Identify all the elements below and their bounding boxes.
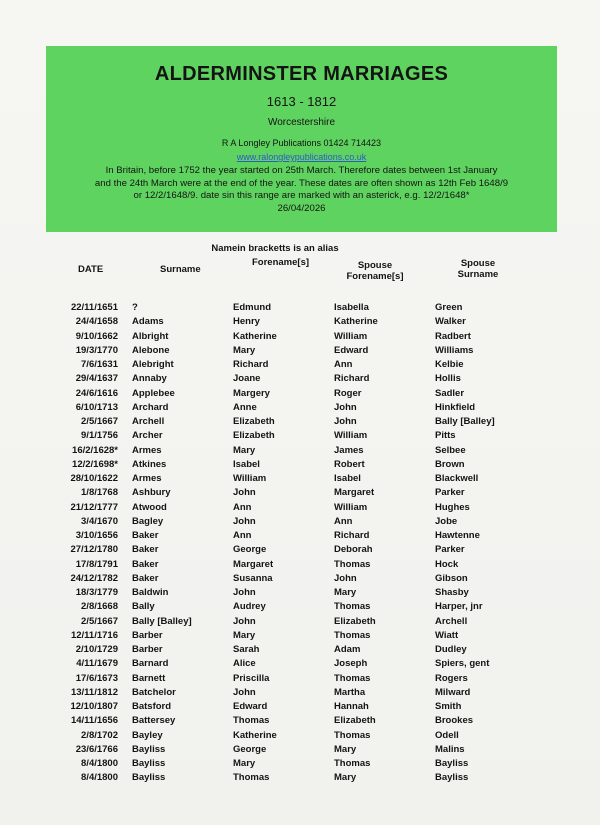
date-cell: 2/8/1668 xyxy=(81,601,118,613)
spouse-surname-cell: Jobe xyxy=(435,515,458,527)
spouse-surname-cell: Hawtenne xyxy=(435,530,480,541)
date-cell: 9/1/1756 xyxy=(81,430,118,442)
website-link[interactable]: www.ralongleypublications.co.uk xyxy=(236,152,367,162)
spouse-surname-cell: Selbee xyxy=(435,444,466,456)
forename-cell: John xyxy=(233,515,256,527)
spouse-forename-cell: Ann xyxy=(334,359,353,370)
surname-cell: Bally xyxy=(132,601,155,613)
surname-cell: Baker xyxy=(132,572,159,584)
forename-cell: Ann xyxy=(233,530,252,541)
table-row xyxy=(0,601,600,615)
header-line: Forename[s] xyxy=(346,271,404,282)
surname-cell: Batsford xyxy=(132,701,172,712)
spouse-surname-cell: Bally [Balley] xyxy=(435,416,495,427)
date-cell: 24/12/1782 xyxy=(70,572,118,584)
date-cell: 12/2/1698* xyxy=(72,458,118,470)
spouse-forename-cell: Isabel xyxy=(334,473,361,484)
spouse-surname-cell: Hinkfield xyxy=(435,401,476,413)
table-row xyxy=(0,772,600,786)
spouse-forename-cell: Thomas xyxy=(334,758,371,769)
surname-cell: Armes xyxy=(132,444,162,456)
table-row xyxy=(0,559,600,573)
table-row xyxy=(0,416,600,430)
date-cell: 24/6/1616 xyxy=(75,387,118,399)
surname-cell: Barnard xyxy=(132,658,169,670)
spouse-surname-cell: Hollis xyxy=(435,373,461,385)
forename-cell: Mary xyxy=(233,629,256,641)
forename-cell: Edward xyxy=(233,701,268,712)
table-row xyxy=(0,516,600,530)
date-cell: 4/11/1679 xyxy=(76,658,118,670)
spouse-surname-cell: Malins xyxy=(435,743,465,755)
date-cell: 8/4/1800 xyxy=(81,758,118,769)
column-header-surname: Surname xyxy=(160,264,201,275)
surname-cell: Baker xyxy=(132,544,159,556)
forename-cell: George xyxy=(233,743,267,755)
spouse-surname-cell: Bayliss xyxy=(435,772,469,784)
forename-cell: Margery xyxy=(233,387,270,399)
forename-cell: Thomas xyxy=(233,715,270,727)
column-header-date: DATE xyxy=(78,264,104,275)
date-cell: 2/5/1667 xyxy=(81,615,118,627)
surname-cell: Bayliss xyxy=(132,743,166,755)
forename-cell: William xyxy=(233,473,267,484)
date-cell: 19/3/1770 xyxy=(75,344,118,356)
spouse-surname-cell: Gibson xyxy=(435,572,468,584)
surname-cell: Atwood xyxy=(132,501,167,513)
surname-cell: Ashbury xyxy=(132,487,171,499)
spouse-forename-cell: William xyxy=(334,330,368,342)
forename-cell: Alice xyxy=(233,658,256,670)
forename-cell: Henry xyxy=(233,316,260,328)
surname-cell: Barber xyxy=(132,644,163,655)
column-header-forename: Forename[s] xyxy=(252,257,310,268)
surname-cell: Bally [Balley] xyxy=(132,615,192,627)
publisher: R A Longley Publications 01424 714423 xyxy=(221,138,382,148)
spouse-surname-cell: Milward xyxy=(435,686,471,698)
date-cell: 16/2/1628* xyxy=(72,444,118,456)
date-cell: 29/4/1637 xyxy=(75,373,118,385)
table-row xyxy=(0,758,600,772)
date-cell: 18/3/1779 xyxy=(75,587,118,598)
table-row xyxy=(0,573,600,587)
document-date: 26/04/2026 xyxy=(277,202,326,214)
table-row xyxy=(0,430,600,444)
spouse-forename-cell: William xyxy=(334,501,368,513)
surname-cell: Atkines xyxy=(132,458,167,470)
spouse-surname-cell: Bayliss xyxy=(435,758,469,769)
spouse-forename-cell: Isabella xyxy=(334,302,369,313)
date-cell: 6/10/1713 xyxy=(75,401,118,413)
table-row xyxy=(0,530,600,544)
spouse-forename-cell: Thomas xyxy=(334,729,371,741)
spouse-forename-cell: Thomas xyxy=(334,558,371,570)
spouse-surname-cell: Shasby xyxy=(435,587,469,598)
forename-cell: John xyxy=(233,686,256,698)
forename-cell: Joane xyxy=(233,373,261,385)
spouse-forename-cell: Katherine xyxy=(334,316,378,328)
spouse-forename-cell: Elizabeth xyxy=(334,715,376,727)
surname-cell: Bayley xyxy=(132,729,163,741)
surname-cell: Battersey xyxy=(132,715,176,727)
spouse-surname-cell: Smith xyxy=(435,701,462,712)
forename-cell: Thomas xyxy=(233,772,270,784)
spouse-forename-cell: Mary xyxy=(334,772,357,784)
surname-cell: ? xyxy=(132,302,138,313)
surname-cell: Archell xyxy=(132,416,165,427)
forename-cell: Sarah xyxy=(233,644,260,655)
surname-cell: Barnett xyxy=(132,672,166,684)
spouse-forename-cell: Adam xyxy=(334,644,361,655)
date-cell: 23/6/1766 xyxy=(75,743,118,755)
title-banner xyxy=(46,46,557,232)
spouse-forename-cell: Roger xyxy=(334,387,362,399)
date-cell: 13/11/1812 xyxy=(70,686,118,698)
table-row xyxy=(0,388,600,402)
surname-cell: Applebee xyxy=(132,387,175,399)
surname-cell: Alebright xyxy=(132,359,174,370)
spouse-surname-cell: Walker xyxy=(435,316,466,328)
spouse-surname-cell: Parker xyxy=(435,544,465,556)
table-row xyxy=(0,502,600,516)
spouse-surname-cell: Green xyxy=(435,302,463,313)
spouse-surname-cell: Blackwell xyxy=(435,473,479,484)
table-row xyxy=(0,658,600,672)
spouse-forename-cell: Edward xyxy=(334,344,369,356)
table-row xyxy=(0,316,600,330)
table-row xyxy=(0,687,600,701)
forename-cell: Audrey xyxy=(233,601,266,613)
table-row xyxy=(0,302,600,316)
table-row xyxy=(0,373,600,387)
county: Worcestershire xyxy=(267,117,336,128)
dating-note xyxy=(60,165,543,215)
spouse-forename-cell: Richard xyxy=(334,373,370,385)
spouse-forename-cell: Mary xyxy=(334,587,357,598)
note-line: and the 24th March were at the end of the year. These dates are often shown as 12th Feb 1648/9 xyxy=(94,177,509,189)
forename-cell: Mary xyxy=(233,344,256,356)
column-header-spouse-forename xyxy=(335,260,415,282)
table-row xyxy=(0,630,600,644)
spouse-surname-cell: Radbert xyxy=(435,330,471,342)
date-cell: 12/10/1807 xyxy=(70,701,118,712)
spouse-surname-cell: Dudley xyxy=(435,644,467,655)
spouse-surname-cell: Pitts xyxy=(435,430,456,442)
spouse-forename-cell: Joseph xyxy=(334,658,368,670)
forename-cell: Isabel xyxy=(233,458,260,470)
forename-cell: Katherine xyxy=(233,729,277,741)
note-line: In Britain, before 1752 the year started on 25th March. Therefore dates between 1st January xyxy=(105,165,498,176)
date-cell: 22/11/1651 xyxy=(70,302,118,313)
surname-cell: Archer xyxy=(132,430,163,442)
forename-cell: John xyxy=(233,487,256,499)
surname-cell: Baker xyxy=(132,558,159,570)
table-row xyxy=(0,616,600,630)
column-header-spouse-surname xyxy=(438,258,518,280)
spouse-forename-cell: John xyxy=(334,401,357,413)
spouse-surname-cell: Hock xyxy=(435,558,459,570)
table-row xyxy=(0,402,600,416)
spouse-forename-cell: Thomas xyxy=(334,601,371,613)
spouse-forename-cell: John xyxy=(334,572,357,584)
spouse-forename-cell: Margaret xyxy=(334,487,375,499)
surname-cell: Annaby xyxy=(132,373,167,385)
date-cell: 14/11/1656 xyxy=(70,715,118,727)
document-title: ALDERMINSTER MARRIAGES xyxy=(154,63,449,85)
surname-cell: Bagley xyxy=(132,515,164,527)
date-cell: 2/10/1729 xyxy=(75,644,118,655)
spouse-surname-cell: Brookes xyxy=(435,715,474,727)
forename-cell: John xyxy=(233,615,256,627)
spouse-forename-cell: Thomas xyxy=(334,672,371,684)
date-cell: 3/4/1670 xyxy=(81,515,118,527)
surname-cell: Baker xyxy=(132,530,159,541)
table-row xyxy=(0,587,600,601)
forename-cell: Susanna xyxy=(233,572,273,584)
spouse-surname-cell: Kelbie xyxy=(435,359,464,370)
date-cell: 1/8/1768 xyxy=(81,487,118,499)
forename-cell: Katherine xyxy=(233,330,277,342)
table-row xyxy=(0,487,600,501)
spouse-forename-cell: William xyxy=(334,430,368,442)
forename-cell: Mary xyxy=(233,758,256,769)
forename-cell: Richard xyxy=(233,359,269,370)
table-row xyxy=(0,473,600,487)
surname-cell: Armes xyxy=(132,473,162,484)
forename-cell: Edmund xyxy=(233,302,271,313)
date-cell: 21/12/1777 xyxy=(70,501,118,513)
surname-cell: Alebone xyxy=(132,344,170,356)
alias-note: Namein bracketts is an alias xyxy=(211,243,339,254)
year-range: 1613 - 1812 xyxy=(266,94,337,109)
table-row xyxy=(0,644,600,658)
table-row xyxy=(0,544,600,558)
forename-cell: Ann xyxy=(233,501,252,513)
note-line: or 12/2/1648/9. date sin this range are marked with an asterick, e.g. 12/2/1648* xyxy=(133,190,470,201)
spouse-forename-cell: Hannah xyxy=(334,701,369,712)
spouse-surname-cell: Harper, jnr xyxy=(435,601,483,613)
spouse-forename-cell: Robert xyxy=(334,458,365,470)
table-row xyxy=(0,331,600,345)
table-row xyxy=(0,701,600,715)
table-row xyxy=(0,715,600,729)
date-cell: 2/8/1702 xyxy=(81,729,118,741)
surname-cell: Archard xyxy=(132,401,169,413)
forename-cell: John xyxy=(233,587,256,598)
forename-cell: Priscilla xyxy=(233,672,270,684)
spouse-forename-cell: Thomas xyxy=(334,629,371,641)
spouse-forename-cell: Elizabeth xyxy=(334,615,376,627)
spouse-surname-cell: Rogers xyxy=(435,672,468,684)
forename-cell: Elizabeth xyxy=(233,416,275,427)
spouse-surname-cell: Brown xyxy=(435,458,465,470)
spouse-forename-cell: Deborah xyxy=(334,544,373,556)
date-cell: 7/6/1631 xyxy=(81,359,118,370)
surname-cell: Bayliss xyxy=(132,772,166,784)
date-cell: 17/6/1673 xyxy=(75,672,118,684)
spouse-forename-cell: Ann xyxy=(334,515,353,527)
header-line: Spouse xyxy=(357,260,393,271)
date-cell: 27/12/1780 xyxy=(70,544,118,556)
date-cell: 12/11/1716 xyxy=(70,629,118,641)
spouse-forename-cell: James xyxy=(334,444,364,456)
surname-cell: Baldwin xyxy=(132,587,169,598)
date-cell: 24/4/1658 xyxy=(75,316,118,328)
spouse-forename-cell: Mary xyxy=(334,743,357,755)
surname-cell: Bayliss xyxy=(132,758,166,769)
surname-cell: Albright xyxy=(132,330,169,342)
header-line: Surname xyxy=(457,269,499,280)
spouse-surname-cell: Sadler xyxy=(435,387,465,399)
forename-cell: Margaret xyxy=(233,558,274,570)
table-row xyxy=(0,730,600,744)
spouse-surname-cell: Archell xyxy=(435,615,468,627)
table-row xyxy=(0,345,600,359)
date-cell: 9/10/1662 xyxy=(75,330,118,342)
spouse-surname-cell: Spiers, gent xyxy=(435,658,490,670)
date-cell: 3/10/1656 xyxy=(75,530,118,541)
table-row xyxy=(0,359,600,373)
forename-cell: George xyxy=(233,544,267,556)
spouse-forename-cell: Martha xyxy=(334,686,366,698)
surname-cell: Adams xyxy=(132,316,164,328)
header-line: Spouse xyxy=(460,258,496,269)
date-cell: 8/4/1800 xyxy=(81,772,118,784)
spouse-surname-cell: Odell xyxy=(435,729,459,741)
table-row xyxy=(0,673,600,687)
spouse-surname-cell: Parker xyxy=(435,487,465,499)
forename-cell: Mary xyxy=(233,444,256,456)
table-row xyxy=(0,445,600,459)
table-row xyxy=(0,459,600,473)
date-cell: 17/8/1791 xyxy=(75,558,118,570)
surname-cell: Batchelor xyxy=(132,686,176,698)
date-cell: 28/10/1622 xyxy=(70,473,118,484)
spouse-forename-cell: Richard xyxy=(334,530,370,541)
spouse-surname-cell: Hughes xyxy=(435,501,470,513)
date-cell: 2/5/1667 xyxy=(81,416,118,427)
forename-cell: Elizabeth xyxy=(233,430,275,442)
spouse-forename-cell: John xyxy=(334,416,357,427)
forename-cell: Anne xyxy=(233,401,257,413)
spouse-surname-cell: Wiatt xyxy=(435,629,459,641)
surname-cell: Barber xyxy=(132,629,163,641)
table-row xyxy=(0,744,600,758)
spouse-surname-cell: Williams xyxy=(435,344,474,356)
